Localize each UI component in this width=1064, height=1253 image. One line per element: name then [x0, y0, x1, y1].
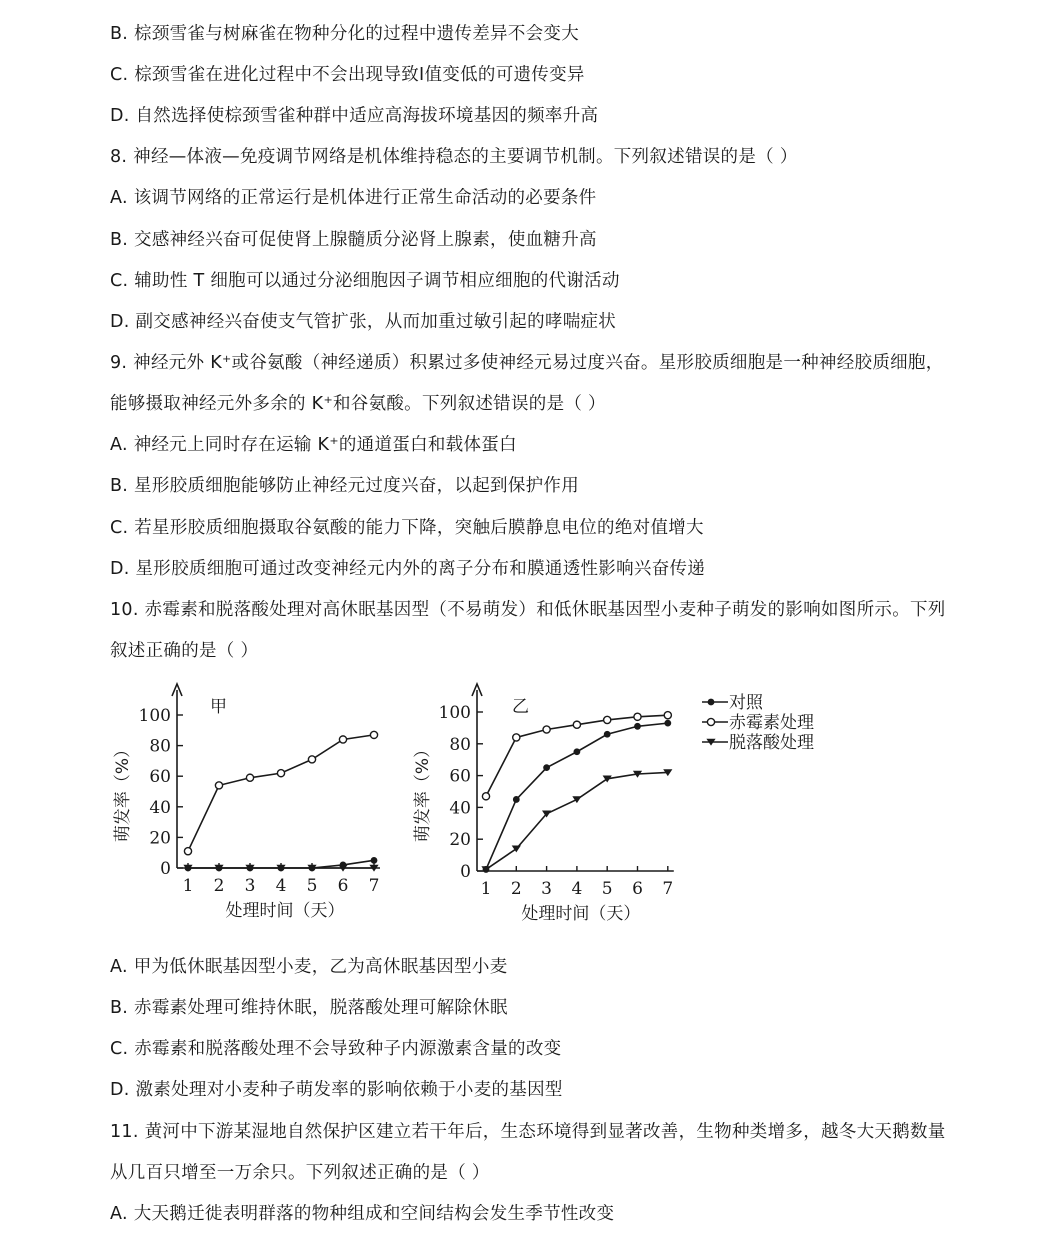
data-point	[482, 793, 489, 800]
series-line	[486, 772, 668, 869]
legend-item	[702, 693, 764, 713]
data-point	[513, 734, 520, 741]
text-line: 从几百只增至一万余只。下列叙述正确的是（ ）	[110, 1163, 490, 1183]
chart-jia	[110, 682, 390, 936]
chart-title: 乙	[512, 697, 529, 717]
x-tick-label: 3	[244, 876, 256, 896]
data-point	[246, 774, 253, 781]
text-line: 能够摄取神经元外多余的 K⁺和谷氨酸。下列叙述错误的是（ ）	[110, 394, 606, 414]
data-point	[277, 770, 284, 777]
y-tick-label: 20	[149, 828, 171, 849]
y-tick-label: 0	[460, 862, 471, 882]
y-tick-label: 40	[149, 797, 171, 818]
x-tick-label: 4	[571, 879, 583, 899]
x-tick-label: 6	[632, 879, 643, 899]
chart-jia-svg	[110, 682, 390, 932]
y-tick-label: 80	[449, 734, 471, 755]
text-line: 9. 神经元外 K⁺或谷氨酸（神经递质）积累过多使神经元易过度兴奋。星形胶质细胞是一种神经胶质细胞，	[110, 353, 944, 373]
text-line: B. 赤霉素处理可维持休眠，脱落酸处理可解除休眠	[110, 998, 508, 1018]
data-point	[604, 716, 611, 723]
data-point	[573, 721, 580, 728]
series-2	[183, 865, 378, 872]
text-line: C. 赤霉素和脱落酸处理不会导致种子内源激素含量的改变	[110, 1039, 562, 1059]
text-line: 8. 神经—体液—免疫调节网络是机体维持稳态的主要调节机制。下列叙述错误的是（ ）	[110, 147, 798, 167]
text-line: 叙述正确的是（ ）	[110, 641, 259, 661]
text-line: C. 若星形胶质细胞摄取谷氨酸的能力下降，突触后膜静息电位的绝对值增大	[110, 518, 704, 538]
legend-label: 对照	[729, 693, 763, 713]
legend-item	[702, 733, 814, 753]
data-point	[543, 764, 550, 771]
y-tick-label: 60	[449, 766, 471, 787]
y-tick-label: 100	[138, 706, 171, 726]
data-point	[664, 712, 671, 719]
legend-marker	[707, 718, 714, 725]
y-axis-label: 萌发率（%）	[413, 740, 433, 843]
data-point	[308, 756, 315, 763]
data-point	[371, 857, 378, 864]
chart-yi	[410, 682, 850, 936]
text-line: B. 交感神经兴奋可促使肾上腺髓质分泌肾上腺素，使血糖升高	[110, 230, 597, 250]
x-tick-label: 5	[601, 879, 613, 899]
data-point	[574, 748, 581, 755]
legend	[702, 693, 814, 753]
text-line: A. 大天鹅迁徙表明群落的物种组成和空间结构会发生季节性改变	[110, 1204, 615, 1224]
legend-label: 脱落酸处理	[729, 733, 814, 753]
chart-yi-svg	[410, 682, 850, 932]
text-line: A. 神经元上同时存在运输 K⁺的通道蛋白和载体蛋白	[110, 435, 517, 455]
y-tick-label: 100	[438, 703, 471, 723]
series-1	[184, 731, 377, 854]
legend-label: 赤霉素处理	[729, 713, 814, 733]
x-tick-label: 1	[182, 876, 194, 896]
x-tick-label: 5	[306, 876, 318, 896]
data-point	[370, 731, 377, 738]
legend-item	[702, 713, 814, 733]
data-point	[604, 731, 611, 738]
y-tick-label: 20	[449, 830, 471, 851]
data-point	[543, 726, 550, 733]
y-tick-label: 0	[160, 859, 171, 879]
x-tick-label: 1	[480, 879, 492, 899]
series-2	[481, 769, 672, 873]
text-line: D. 星形胶质细胞可通过改变神经元内外的离子分布和膜通透性影响兴奋传递	[110, 559, 706, 579]
text-line: 10. 赤霉素和脱落酸处理对高休眠基因型（不易萌发）和低休眠基因型小麦种子萌发的影响如图所示。下列	[110, 600, 946, 620]
y-tick-label: 60	[149, 767, 171, 788]
y-axis-label: 萌发率（%）	[113, 740, 133, 843]
text-line: B. 棕颈雪雀与树麻雀在物种分化的过程中遗传差异不会变大	[110, 24, 580, 44]
text-line: D. 自然选择使棕颈雪雀种群中适应高海拔环境基因的频率升高	[110, 106, 599, 126]
y-tick-label: 80	[149, 736, 171, 757]
x-tick-label: 7	[368, 876, 380, 896]
text-line: B. 星形胶质细胞能够防止神经元过度兴奋，以起到保护作用	[110, 476, 580, 496]
series-line	[188, 735, 374, 851]
text-line: A. 该调节网络的正常运行是机体进行正常生命活动的必要条件	[110, 188, 597, 208]
text-line: 11. 黄河中下游某湿地自然保护区建立若干年后，生态环境得到显著改善，生物种类增多，越冬大天鹅数量	[110, 1122, 946, 1142]
text-line: C. 棕颈雪雀在进化过程中不会出现导致Ⅰ值变低的可遗传变异	[110, 65, 585, 85]
legend-marker	[708, 699, 715, 706]
data-point	[513, 796, 520, 803]
text-line: D. 副交感神经兴奋使支气管扩张，从而加重过敏引起的哮喘症状	[110, 312, 617, 332]
text-line: C. 辅助性 T 细胞可以通过分泌细胞因子调节相应细胞的代谢活动	[110, 271, 620, 291]
x-tick-label: 4	[275, 876, 287, 896]
data-point	[634, 713, 641, 720]
data-point	[634, 723, 641, 730]
chart-title: 甲	[210, 697, 227, 717]
text-line: A. 甲为低休眠基因型小麦，乙为高休眠基因型小麦	[110, 957, 508, 977]
y-tick-label: 40	[449, 798, 471, 819]
x-tick-label: 3	[541, 879, 553, 899]
text-line: D. 激素处理对小麦种子萌发率的影响依赖于小麦的基因型	[110, 1080, 563, 1100]
data-point	[215, 782, 222, 789]
data-point	[572, 796, 581, 803]
x-tick-label: 2	[510, 879, 522, 899]
x-tick-label: 7	[662, 879, 674, 899]
data-point	[184, 848, 191, 855]
data-point	[664, 720, 671, 727]
x-axis-label: 处理时间（天）	[521, 904, 641, 924]
x-tick-label: 2	[213, 876, 225, 896]
data-point	[339, 736, 346, 743]
x-axis-label: 处理时间（天）	[225, 901, 345, 921]
series-1	[482, 712, 671, 800]
x-tick-label: 6	[337, 876, 349, 896]
